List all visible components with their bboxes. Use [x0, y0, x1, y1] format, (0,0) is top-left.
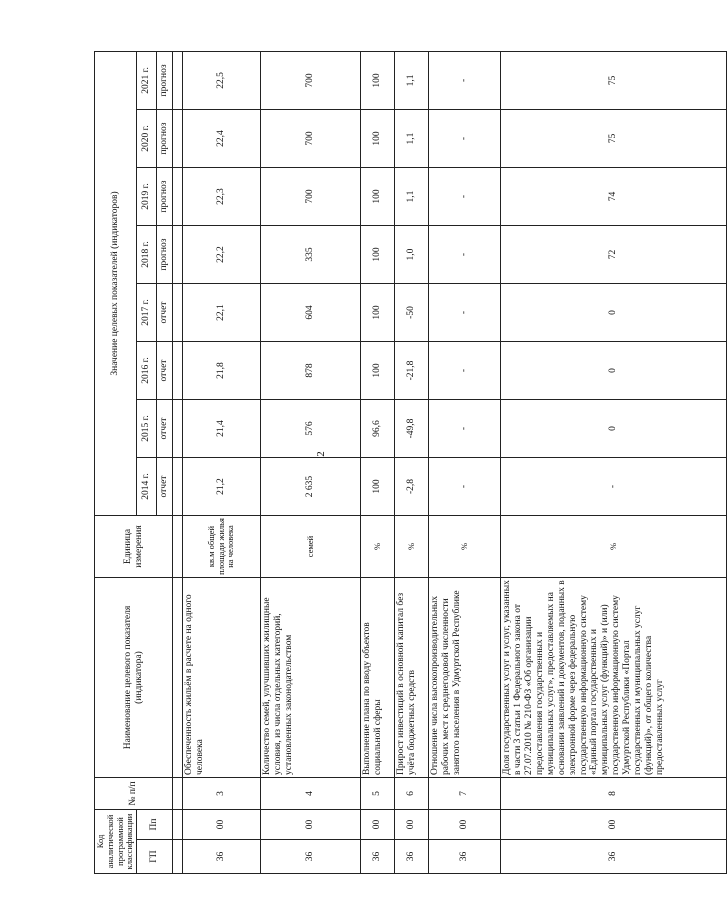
header-year: 2014 г.	[137, 458, 157, 516]
cell-unit: семей	[261, 516, 361, 578]
cell-value: 100	[361, 110, 395, 168]
header-year: 2015 г.	[137, 400, 157, 458]
header-kind: отчет	[157, 458, 173, 516]
cell-value: 22,1	[183, 284, 261, 342]
cell-unit: %	[395, 516, 429, 578]
spacer-cell	[173, 168, 183, 226]
header-year: 2016 г.	[137, 342, 157, 400]
spacer-cell	[173, 284, 183, 342]
cell-value: -	[429, 458, 501, 516]
cell-value: 1,1	[395, 110, 429, 168]
header-kind: прогноз	[157, 168, 173, 226]
cell-value: 96,6	[361, 400, 395, 458]
header-year: 2017 г.	[137, 284, 157, 342]
spacer-cell	[173, 400, 183, 458]
cell-value: 100	[361, 284, 395, 342]
cell-value: -	[429, 110, 501, 168]
cell-value: 21,4	[183, 400, 261, 458]
table-row	[501, 51, 727, 873]
cell-value: -49,8	[395, 400, 429, 458]
cell-value: 700	[261, 168, 361, 226]
table-row	[183, 51, 261, 873]
indicators-table	[94, 51, 727, 874]
cell-value: 0	[501, 400, 727, 458]
cell-value: -	[429, 226, 501, 284]
cell-gp: 36	[261, 840, 361, 874]
cell-value: 100	[361, 342, 395, 400]
cell-value: 2 635	[261, 458, 361, 516]
cell-value: -	[429, 168, 501, 226]
cell-num: 7	[429, 778, 501, 810]
cell-value: 100	[361, 51, 395, 109]
table-row	[261, 51, 361, 873]
cell-value: 1,1	[395, 168, 429, 226]
cell-pp: 00	[501, 810, 727, 840]
cell-value: 21,2	[183, 458, 261, 516]
cell-value: 75	[501, 51, 727, 109]
cell-value: -	[429, 284, 501, 342]
cell-value: 22,4	[183, 110, 261, 168]
spacer-cell	[173, 516, 183, 578]
table-row	[429, 51, 501, 873]
cell-value: 100	[361, 168, 395, 226]
cell-value: -	[429, 400, 501, 458]
cell-pp: 00	[261, 810, 361, 840]
cell-name: Обеспеченность жильём в расчете на одного человека	[183, 578, 261, 778]
spacer-cell	[173, 778, 183, 810]
cell-value: 0	[501, 342, 727, 400]
cell-gp: 36	[361, 840, 395, 874]
cell-value: 1,0	[395, 226, 429, 284]
header-num: № п/п	[95, 778, 173, 810]
cell-unit: %	[361, 516, 395, 578]
cell-value: 335	[261, 226, 361, 284]
cell-value: -	[429, 342, 501, 400]
cell-value: 0	[501, 284, 727, 342]
cell-pp: 00	[361, 810, 395, 840]
spacer-cell	[173, 578, 183, 778]
page-number: 2	[314, 451, 327, 457]
cell-num: 5	[361, 778, 395, 810]
header-pp: Пп	[137, 810, 173, 840]
cell-gp: 36	[429, 840, 501, 874]
cell-gp: 36	[183, 840, 261, 874]
cell-value: -21,8	[395, 342, 429, 400]
cell-value: 100	[361, 458, 395, 516]
spacer-cell	[173, 458, 183, 516]
cell-value: -	[501, 458, 727, 516]
spacer-cell	[173, 342, 183, 400]
cell-pp: 00	[395, 810, 429, 840]
cell-num: 8	[501, 778, 727, 810]
spacer-cell	[173, 226, 183, 284]
cell-value: 700	[261, 51, 361, 109]
cell-value: 22,5	[183, 51, 261, 109]
header-gp: ГП	[137, 840, 173, 874]
cell-value: 72	[501, 226, 727, 284]
header-kind: прогноз	[157, 51, 173, 109]
header-year: 2018 г.	[137, 226, 157, 284]
rotated-table-wrapper	[94, 52, 665, 874]
cell-gp: 36	[501, 840, 727, 874]
header-unit: Единица измерения	[95, 516, 173, 578]
table-body	[183, 51, 727, 873]
cell-value: 21,8	[183, 342, 261, 400]
spacer-cell	[173, 840, 183, 874]
cell-unit: кв.м общей площади жилья на человека	[183, 516, 261, 578]
header-name: Наименование целевого показателя (индикатора)	[95, 578, 173, 778]
cell-value: -50	[395, 284, 429, 342]
table-row	[395, 51, 429, 873]
cell-name: Выполнение плана по вводу объектов социальной сферы	[361, 578, 395, 778]
header-kind: отчет	[157, 342, 173, 400]
cell-value: 604	[261, 284, 361, 342]
header-kind: отчет	[157, 284, 173, 342]
header-year: 2019 г.	[137, 168, 157, 226]
cell-unit: %	[501, 516, 727, 578]
header-kind: прогноз	[157, 110, 173, 168]
cell-value: 878	[261, 342, 361, 400]
cell-value: 576	[261, 400, 361, 458]
header-year: 2021 г.	[137, 51, 157, 109]
header-kind: отчет	[157, 400, 173, 458]
cell-value: 74	[501, 168, 727, 226]
cell-value: 100	[361, 226, 395, 284]
cell-pp: 00	[429, 810, 501, 840]
cell-num: 6	[395, 778, 429, 810]
header-code: Код аналитической программной классификации	[95, 810, 137, 874]
cell-name: Доля государственных услуг и услуг, указанных в части 3 статьи 1 Федерального закона от 27.07.2010 № 210-ФЗ «Об организации предоставления государственных и муниципальных услуг», предоставляемых на основании заявлений и документов, поданных в электронной форме через федеральную государственную информационную систему «Единый портал государственных и муниципальных услуг (функций)» и (или) государственную информационную систему Удмуртской Республики «Портал государственных и муниципальных услуг (функций)», от общего количества предоставленных услуг	[501, 578, 727, 778]
header-values: Значение целевых показателей (индикаторов)	[95, 51, 137, 515]
header-year: 2020 г.	[137, 110, 157, 168]
header-kind: прогноз	[157, 226, 173, 284]
cell-name: Прирост инвестиций в основной капитал без учёта бюджетных средств	[395, 578, 429, 778]
cell-num: 4	[261, 778, 361, 810]
cell-name: Отношение числа высокопроизводительных рабочих мест к среднегодовой численности занятого населения в Удмуртской Республике	[429, 578, 501, 778]
table-row	[361, 51, 395, 873]
cell-num: 3	[183, 778, 261, 810]
cell-value: 22,2	[183, 226, 261, 284]
cell-value: 700	[261, 110, 361, 168]
cell-value: -	[429, 51, 501, 109]
cell-value: 1,1	[395, 51, 429, 109]
cell-value: -2,8	[395, 458, 429, 516]
cell-pp: 00	[183, 810, 261, 840]
cell-value: 75	[501, 110, 727, 168]
cell-gp: 36	[395, 840, 429, 874]
spacer-cell	[173, 110, 183, 168]
spacer-cell	[173, 51, 183, 109]
cell-unit: %	[429, 516, 501, 578]
cell-name: Количество семей, улучшивших жилищные условия, из числа отдельных категорий, установленных законодательством	[261, 578, 361, 778]
cell-value: 22,3	[183, 168, 261, 226]
spacer-cell	[173, 810, 183, 840]
